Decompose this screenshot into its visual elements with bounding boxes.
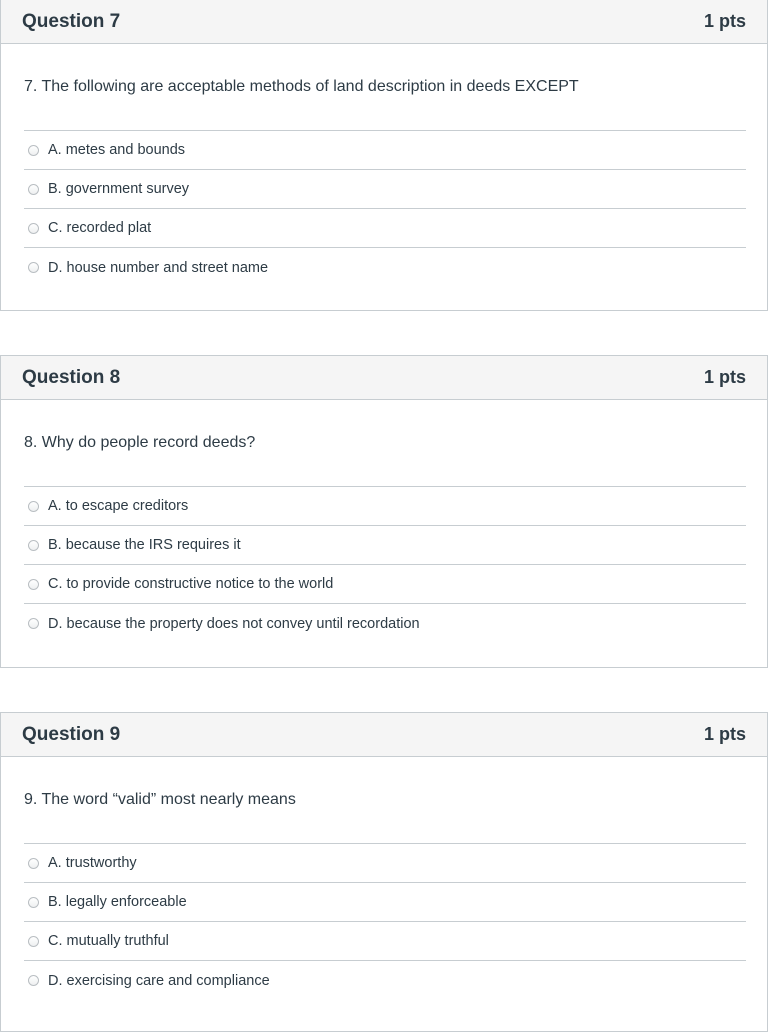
radio-button-icon[interactable] (28, 145, 39, 156)
question-points: 1 pts (703, 724, 746, 744)
answer-label: D. exercising care and compliance (48, 972, 270, 989)
radio-button-icon[interactable] (28, 223, 39, 234)
question-points: 1 pts (703, 11, 746, 31)
answer-option-d[interactable] (24, 248, 746, 287)
answer-option-b[interactable] (24, 170, 746, 209)
radio-button-icon[interactable] (28, 936, 39, 947)
radio-button-icon[interactable] (28, 184, 39, 195)
answer-option-d[interactable] (24, 604, 746, 643)
answer-option-c[interactable] (24, 922, 746, 961)
answer-list (24, 131, 746, 287)
question-title: Question 9 (22, 723, 121, 745)
answer-option-b[interactable] (24, 526, 746, 565)
answer-label: C. to provide constructive notice to the world (48, 576, 334, 592)
question-header (1, 356, 767, 400)
answer-label: D. because the property does not convey until recordation (48, 615, 420, 632)
answer-option-a[interactable] (24, 131, 746, 170)
answer-label: B. legally enforceable (48, 894, 187, 910)
answer-label: B. government survey (48, 181, 190, 197)
question-body (1, 757, 767, 1000)
question-9-card (0, 712, 768, 1032)
question-header (1, 713, 767, 757)
answer-label: A. trustworthy (48, 855, 137, 871)
radio-button-icon[interactable] (28, 262, 39, 273)
answer-option-c[interactable] (24, 209, 746, 248)
question-8-card (0, 355, 768, 668)
question-text: 9. The word “valid” most nearly means (24, 757, 746, 844)
answer-option-d[interactable] (24, 961, 746, 1000)
question-points: 1 pts (703, 367, 746, 387)
radio-button-icon[interactable] (28, 501, 39, 512)
question-header (1, 0, 767, 44)
radio-button-icon[interactable] (28, 858, 39, 869)
answer-option-a[interactable] (24, 487, 746, 526)
answer-list (24, 487, 746, 643)
answer-option-b[interactable] (24, 883, 746, 922)
question-title: Question 7 (22, 10, 121, 32)
radio-button-icon[interactable] (28, 579, 39, 590)
answer-option-a[interactable] (24, 844, 746, 883)
answer-label: C. mutually truthful (48, 933, 169, 949)
question-text: 8. Why do people record deeds? (24, 400, 746, 487)
question-body (1, 400, 767, 643)
question-text: 7. The following are acceptable methods of land description in deeds EXCEPT (24, 44, 746, 131)
answer-list (24, 844, 746, 1000)
answer-label: A. to escape creditors (48, 498, 189, 514)
answer-label: A. metes and bounds (48, 142, 186, 158)
answer-label: D. house number and street name (48, 259, 269, 276)
radio-button-icon[interactable] (28, 975, 39, 986)
radio-button-icon[interactable] (28, 897, 39, 908)
answer-label: B. because the IRS requires it (48, 537, 241, 553)
radio-button-icon[interactable] (28, 540, 39, 551)
question-title: Question 8 (22, 366, 121, 388)
question-body (1, 44, 767, 287)
radio-button-icon[interactable] (28, 618, 39, 629)
answer-option-c[interactable] (24, 565, 746, 604)
question-7-card (0, 0, 768, 311)
answer-label: C. recorded plat (48, 220, 152, 236)
